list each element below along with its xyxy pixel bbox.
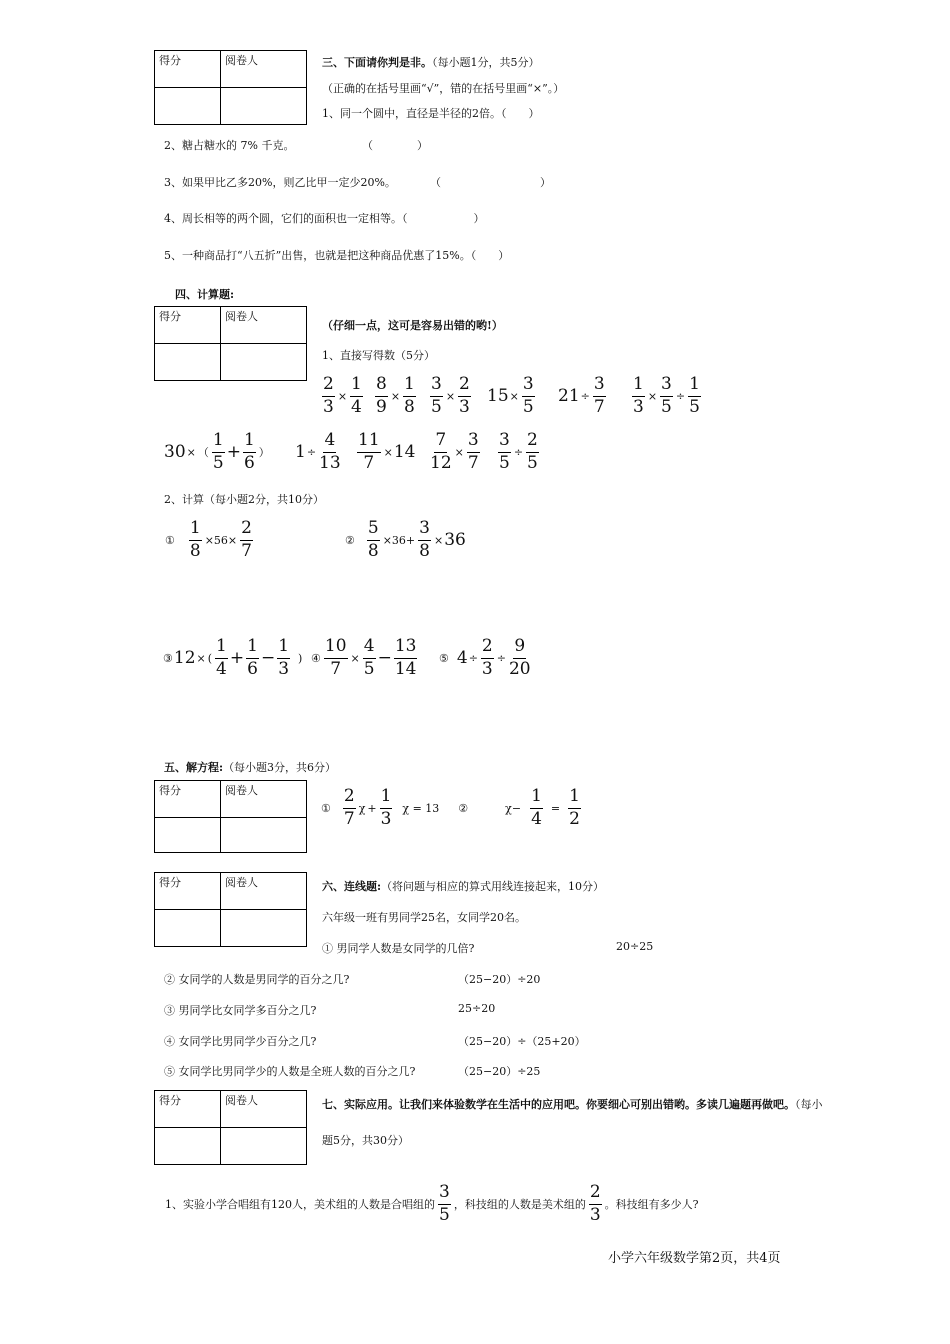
fraction: $\frac{8}{9}$	[376, 374, 387, 417]
fraction: $\frac{2}{7}$	[241, 518, 252, 561]
section4-title: 四、计算题:	[175, 288, 235, 301]
calc-4: ④ $\frac{10}{7}$ × $\frac{4}{5}$ − $\frac{13}{14}$	[311, 636, 417, 679]
fraction: $\frac{4}{13}$	[319, 430, 341, 473]
match-question-4[interactable]: ④ 女同学比男同学少百分之几?	[164, 1035, 317, 1048]
fraction: $\frac{5}{8}$	[367, 518, 379, 561]
expr-1-4: 15 × $\frac{3}{5}$	[487, 374, 534, 417]
section6-points: （将问题与相应的算式用线连接起来，10分）	[381, 880, 605, 893]
fraction: $\frac{2}{3}$	[459, 374, 470, 417]
grade-box-5	[154, 1090, 307, 1165]
grade-box-4	[154, 872, 307, 947]
section3-heading	[322, 54, 540, 70]
grade-box-2	[154, 306, 307, 381]
fraction: $\frac{3}{5}$	[661, 374, 672, 417]
section6-context: 六年级一班有男同学25名，女同学20名。	[322, 911, 526, 924]
grade-box-3	[154, 780, 307, 853]
score-cell[interactable]	[155, 1128, 221, 1165]
section5-title: 五、解方程:	[164, 761, 224, 774]
section3-q5: 5、一种商品打“八五折”出售，也就是把这种商品优惠了15%。（ ）	[164, 249, 510, 262]
section3-q2: 2、糖占糖水的 7% 千克。	[164, 139, 295, 152]
fraction: $\frac{2}{3}$	[481, 636, 493, 679]
fraction: $\frac{3}{5}$	[439, 1182, 450, 1225]
section7-points-a: （每小	[795, 1098, 823, 1111]
expr-2-1: 30 × （ $\frac{1}{5}$ + $\frac{1}{6}$ ）	[164, 430, 270, 473]
match-formula-3[interactable]: 25÷20	[458, 1002, 496, 1015]
calc-5: ⑤ 4 ÷ $\frac{2}{3}$ ÷ $\frac{9}{20}$	[439, 636, 531, 679]
expr-1-1: $\frac{2}{3}$ × $\frac{1}{4}$	[323, 374, 362, 417]
grader-label: 阅卷人	[225, 310, 258, 323]
section7-heading	[322, 1096, 823, 1112]
fraction: $\frac{1}{4}$	[216, 636, 227, 679]
score-cell[interactable]	[155, 910, 221, 947]
fraction: $\frac{1}{2}$	[569, 786, 580, 829]
score-label: 得分	[159, 784, 181, 797]
match-formula-5[interactable]: （25−20）÷25	[458, 1065, 541, 1078]
section7-q1: 1、实验小学合唱组有120人，美术组的人数是合唱组的 $\frac{3}{5}$ ，科技组的人数是美术组的 $\frac{2}{3}$ 。科技组有多少人?	[165, 1182, 699, 1225]
fraction: $\frac{2}{5}$	[527, 430, 538, 473]
section3-instruction: （正确的在括号里画“√”，错的在括号里画“×”。）	[322, 82, 565, 95]
grade-box-1	[154, 50, 307, 125]
match-formula-1[interactable]: 20÷25	[616, 940, 654, 953]
section5-points: （每小题3分，共6分）	[223, 761, 337, 774]
section4-sub2: 2、计算（每小题2分，共10分）	[164, 493, 324, 506]
section3-q1: 1、同一个圆中，直径是半径的2倍。（ ）	[322, 107, 540, 120]
fraction: $\frac{1}{6}$	[243, 430, 255, 473]
section7-title: 七、实际应用。让我们来体验数学在生活中的应用吧。你要细心可别出错哟。多读几遍题再做吧。	[322, 1098, 795, 1111]
fraction: $\frac{1}{4}$	[351, 374, 362, 417]
section3-points: （每小题1分，共5分）	[432, 56, 540, 69]
fraction: $\frac{11}{7}$	[358, 430, 380, 473]
match-formula-4[interactable]: （25−20）÷（25+20）	[458, 1035, 586, 1048]
section3-q3: 3、如果甲比乙多20%，则乙比甲一定少20%。	[164, 176, 396, 189]
section3-title: 三、下面请你判是非。	[322, 56, 432, 69]
expr-2-5: $\frac{3}{5}$ ÷ $\frac{2}{5}$	[499, 430, 538, 473]
fraction: $\frac{3}{5}$	[431, 374, 442, 417]
fraction: $\frac{1}{8}$	[189, 518, 201, 561]
match-question-5[interactable]: ⑤ 女同学比男同学少的人数是全班人数的百分之几?	[164, 1065, 416, 1078]
grader-cell[interactable]	[221, 1128, 307, 1165]
fraction: $\frac{2}{3}$	[589, 1182, 601, 1225]
fraction: $\frac{1}{4}$	[531, 786, 542, 829]
fraction: $\frac{10}{7}$	[324, 636, 347, 679]
grader-label: 阅卷人	[225, 784, 258, 797]
fraction: $\frac{3}{5}$	[499, 430, 510, 473]
calc-2: ② $\frac{5}{8}$ ×36+ $\frac{3}{8}$ × 36	[345, 518, 466, 561]
section7-points-b: 题5分，共30分）	[322, 1134, 409, 1147]
score-cell[interactable]	[155, 344, 221, 381]
section4-sub1: 1、直接写得数（5分）	[322, 349, 435, 362]
section3-q2-paren[interactable]: （ ）	[362, 139, 428, 152]
fraction: $\frac{2}{7}$	[343, 786, 355, 829]
section6-heading	[322, 878, 604, 894]
grader-cell[interactable]	[221, 344, 307, 381]
fraction: $\frac{3}{7}$	[593, 374, 605, 417]
expr-1-6: $\frac{1}{3}$ × $\frac{3}{5}$ ÷ $\frac{1}{5}$	[633, 374, 700, 417]
calc-3: ③ 12 × ( $\frac{1}{4}$ + $\frac{1}{6}$ − $\frac{1}{3}$ )	[163, 636, 303, 679]
expr-2-3: $\frac{11}{7}$ × 14	[358, 430, 416, 473]
match-question-2[interactable]: ② 女同学的人数是男同学的百分之几?	[164, 973, 350, 986]
grader-cell[interactable]	[221, 910, 307, 947]
score-cell[interactable]	[155, 818, 221, 853]
match-question-1[interactable]: ① 男同学人数是女同学的几倍?	[322, 942, 475, 955]
section6-title: 六、连线题:	[322, 880, 382, 893]
section5-heading	[164, 759, 336, 775]
score-label: 得分	[159, 310, 181, 323]
grader-cell[interactable]	[221, 818, 307, 853]
equation-1: ① $\frac{2}{7}$ χ + $\frac{1}{3}$ χ = 13 ② χ− $\frac{1}{4}$ = $\frac{1}{2}$	[321, 786, 580, 829]
score-label: 得分	[159, 876, 181, 889]
match-question-3[interactable]: ③ 男同学比女同学多百分之几?	[164, 1004, 317, 1017]
fraction: $\frac{1}{6}$	[247, 636, 258, 679]
score-cell[interactable]	[155, 88, 221, 125]
fraction: $\frac{1}{8}$	[404, 374, 415, 417]
section4-note: （仔细一点，这可是容易出错的哟!）	[322, 319, 503, 332]
expr-1-3: $\frac{3}{5}$ × $\frac{2}{3}$	[431, 374, 470, 417]
fraction: $\frac{7}{12}$	[430, 430, 452, 473]
page-footer: 小学六年级数学第2页，共4页	[608, 1251, 781, 1266]
fraction: $\frac{2}{3}$	[323, 374, 334, 417]
fraction: $\frac{1}{3}$	[278, 636, 290, 679]
fraction: $\frac{3}{5}$	[522, 374, 534, 417]
section3-q4: 4、周长相等的两个圆，它们的面积也一定相等。（ ）	[164, 212, 485, 225]
fraction: $\frac{1}{3}$	[633, 374, 644, 417]
grader-label: 阅卷人	[225, 876, 258, 889]
fraction: $\frac{3}{7}$	[467, 430, 479, 473]
fraction: $\frac{1}{5}$	[212, 430, 224, 473]
expr-2-4: $\frac{7}{12}$ × $\frac{3}{7}$	[430, 430, 479, 473]
expr-1-2: $\frac{8}{9}$ × $\frac{1}{8}$	[376, 374, 415, 417]
fraction: $\frac{1}{5}$	[689, 374, 700, 417]
fraction: $\frac{4}{5}$	[363, 636, 375, 679]
grader-label: 阅卷人	[225, 1094, 258, 1107]
expr-2-2: 1 ÷ $\frac{4}{13}$	[295, 430, 341, 473]
section3-q3-paren[interactable]: （ ）	[430, 176, 551, 189]
grader-label: 阅卷人	[225, 54, 258, 67]
grader-cell[interactable]	[221, 88, 307, 125]
calc-1: ① $\frac{1}{8}$ ×56× $\frac{2}{7}$	[165, 518, 252, 561]
score-label: 得分	[159, 1094, 181, 1107]
fraction: $\frac{3}{8}$	[419, 518, 430, 561]
fraction: $\frac{1}{3}$	[380, 786, 392, 829]
fraction: $\frac{9}{20}$	[508, 636, 531, 679]
fraction: $\frac{13}{14}$	[394, 636, 417, 679]
match-formula-2[interactable]: （25−20）÷20	[458, 973, 541, 986]
expr-1-5: 21 ÷ $\frac{3}{7}$	[558, 374, 605, 417]
score-label: 得分	[159, 54, 181, 67]
